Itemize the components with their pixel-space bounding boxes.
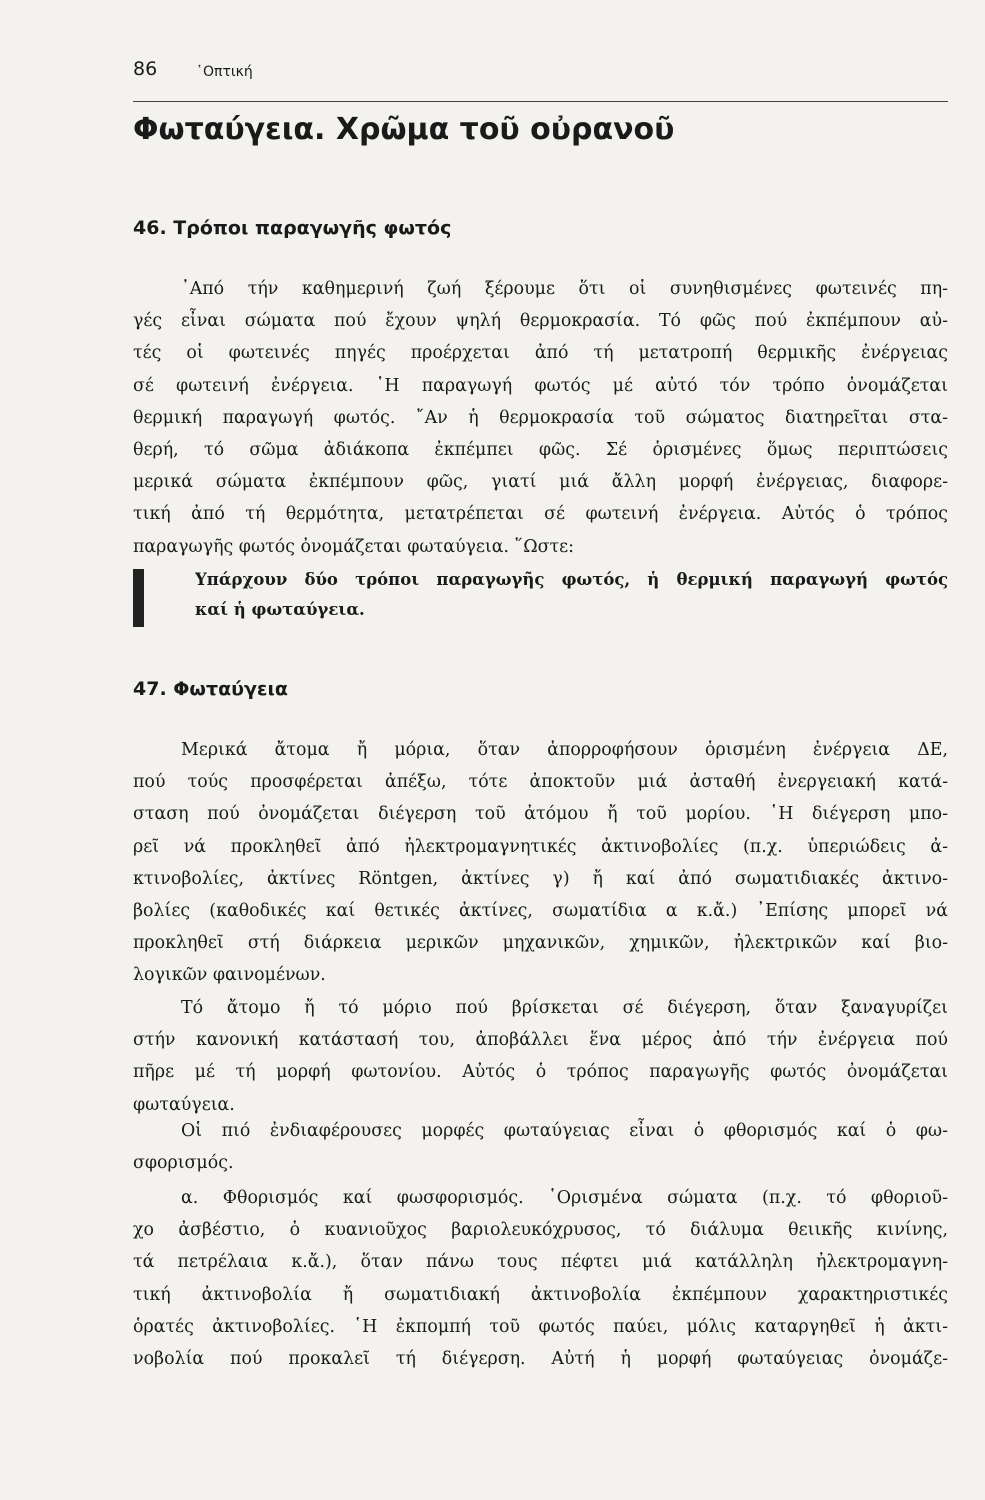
text-line: θερή, τό σῶμα ἀδιάκοπα ἐκπέμπει φῶς. Σέ ὁρισμένες ὅμως περιπτώσεις	[133, 439, 948, 460]
paragraph-47-4	[133, 1182, 948, 1375]
text-line: καί ἡ φωταύγεια.	[195, 600, 365, 619]
paragraph-47-1	[133, 734, 948, 992]
running-head	[133, 58, 948, 98]
text-line: Τό ἄτομο ἤ τό μόριο πού βρίσκεται σέ διέγερση, ὅταν ξαναγυρίζει	[181, 998, 948, 1018]
key-statement-box	[133, 565, 948, 630]
key-statement	[195, 565, 948, 625]
text-line: τική ἀπό τή θερμότητα, μετατρέπεται σέ φωτεινή ἐνέργεια. Αὐτός ὁ τρόπος	[133, 504, 948, 525]
chapter-title: Φωταύγεια. Χρῶμα τοῦ οὐρανοῦ	[133, 112, 675, 147]
text-line: σφορισμός.	[133, 1153, 234, 1174]
text-line: τές οἱ φωτεινές πηγές προέρχεται ἀπό τή μετατροπή θερμικῆς ἐνέργειας	[133, 343, 948, 364]
text-line: γές εἶναι σώματα πού ἔχουν ψηλή θερμοκρασία. Τό φῶς πού ἐκπέμπουν αὐ-	[133, 311, 948, 332]
header-rule	[133, 101, 948, 102]
text-line: παραγωγῆς φωτός ὀνομάζεται φωταύγεια. ῞Ωστε:	[133, 536, 575, 557]
text-line: σταση πού ὀνομάζεται διέγερση τοῦ ἀτόμου ἤ τοῦ μορίου. ῾Η διέγερση μπο-	[133, 804, 948, 825]
paragraph-46	[133, 273, 948, 563]
text-line: θερμική παραγωγή φωτός. ῎Αν ἡ θερμοκρασία τοῦ σώματος διατηρεῖται στα-	[133, 407, 948, 428]
running-title: ῾Οπτική	[196, 64, 253, 80]
page-number: 86	[133, 58, 158, 80]
text-line: Οἱ πιό ἐνδιαφέρουσες μορφές φωταύγειας εἶναι ὁ φθορισμός καί ὁ φω-	[181, 1121, 948, 1141]
paragraph-47-2	[133, 992, 948, 1121]
text-line: τά πετρέλαια κ.ἄ.), ὅταν πάνω τους πέφτει μιά κατάλληλη ἠλεκτρομαγνη-	[133, 1252, 948, 1273]
text-line: πῆρε μέ τή μορφή φωτονίου. Αὐτός ὁ τρόπος παραγωγῆς φωτός ὀνομάζεται	[133, 1062, 948, 1083]
paragraph-47-3	[133, 1115, 948, 1179]
text-line: βολίες (καθοδικές καί θετικές ἀκτίνες, σωματίδια α κ.ἄ.) ᾿Επίσης μπορεῖ νά	[133, 900, 948, 921]
section-heading-46: 46. Τρόποι παραγωγῆς φωτός	[133, 217, 452, 239]
text-line: λογικῶν φαινομένων.	[133, 965, 326, 986]
text-line: τική ἀκτινοβολία ἤ σωματιδιακή ἀκτινοβολία ἐκπέμπουν χαρακτηριστικές	[133, 1284, 948, 1305]
text-line: μερικά σώματα ἐκπέμπουν φῶς, γιατί μιά ἄλλη μορφή ἐνέργειας, διαφορε-	[133, 472, 948, 493]
section-heading-47: 47. Φωταύγεια	[133, 678, 288, 700]
text-line: στήν κανονική κατάστασή του, ἀποβάλλει ἕνα μέρος ἀπό τήν ἐνέργεια πού	[133, 1030, 948, 1051]
text-line: χο ἀσβέστιο, ὁ κυανιοῦχος βαριολευκόχρυσος, τό διάλυμα θειικῆς κινίνης,	[133, 1220, 948, 1241]
text-line: ὁρατές ἀκτινοβολίες. ῾Η ἐκπομπή τοῦ φωτός παύει, μόλις καταργηθεῖ ἡ ἀκτι-	[133, 1316, 948, 1337]
text-line: πού τούς προσφέρεται ἀπέξω, τότε ἀποκτοῦν μιά ἀσταθή ἐνεργειακή κατά-	[133, 772, 948, 793]
text-line: ᾿Από τήν καθημερινή ζωή ξέρουμε ὅτι οἱ συνηθισμένες φωτεινές πη-	[181, 279, 948, 299]
text-line: ρεῖ νά προκληθεῖ ἀπό ἠλεκτρομαγνητικές ἀκτινοβολίες (π.χ. ὑπεριώδεις ἀ-	[133, 836, 948, 857]
text-line: φωταύγεια.	[133, 1094, 235, 1115]
text-line: σέ φωτεινή ἐνέργεια. ῾Η παραγωγή φωτός μέ αὐτό τόν τρόπο ὀνομάζεται	[133, 375, 948, 396]
text-line: προκληθεῖ στή διάρκεια μερικῶν μηχανικῶν, χημικῶν, ἠλεκτρικῶν καί βιο-	[133, 933, 948, 954]
text-line: α. Φθορισμός καί φωσφορισμός. ῾Ορισμένα σώματα (π.χ. τό φθοριοῦ-	[181, 1188, 948, 1208]
text-line: Υπάρχουν δύο τρόποι παραγωγῆς φωτός, ἡ θερμική παραγωγή φωτός	[195, 570, 948, 589]
text-line: Μερικά ἄτομα ἤ μόρια, ὅταν ἀπορροφήσουν ὁρισμένη ἐνέργεια ΔΕ,	[181, 740, 948, 760]
highlight-bar	[133, 569, 144, 627]
text-line: κτινοβολίες, ἀκτίνες Röntgen, ἀκτίνες γ) ἤ καί ἀπό σωματιδιακές ἀκτινο-	[133, 868, 948, 889]
text-line: νοβολία πού προκαλεῖ τή διέγερση. Αὐτή ἡ μορφή φωταύγειας ὀνομάζε-	[133, 1348, 948, 1369]
